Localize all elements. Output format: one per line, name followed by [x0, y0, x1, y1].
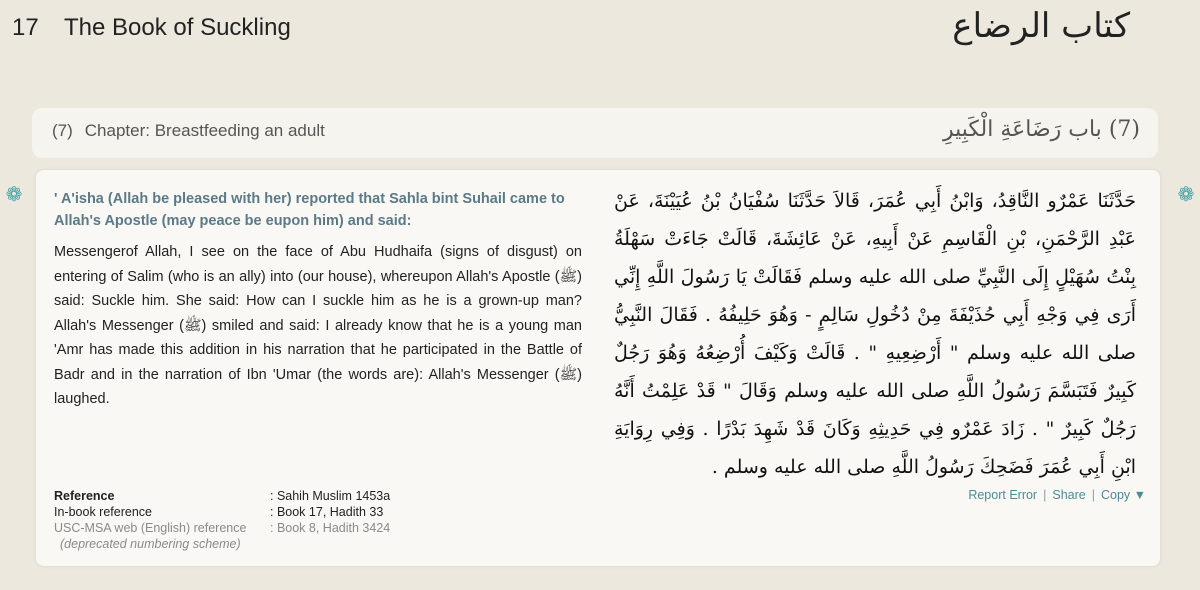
flower-ornament-icon: ❁	[1177, 184, 1195, 206]
report-error-link[interactable]: Report Error	[968, 488, 1038, 502]
chapter-title-arabic-text: باب رَضَاعَةِ الْكَبِيرِ	[942, 117, 1102, 142]
chapter-number: (7)	[52, 121, 73, 140]
inbook-reference-label: In-book reference	[54, 505, 152, 519]
chapter-number-arabic: (7)	[1108, 117, 1140, 142]
book-number: 17	[12, 14, 39, 41]
hadith-english-text: Messengerof Allah, I see on the face of Abu Hudhaifa (signs of disgust) on entering of Salim (who is an ally) into (our house), whereupon Allah's Apostle (ﷺ) said: Suckle him. She said: How can I suckle him as he is a grown-up man? Allah's Messenger (ﷺ) smiled and said: I already know that he is a young man 'Amr has made this addition in his narration that he participated in the Battle of Badr and in the narration of Ibn 'Umar (the words are): Allah's Messenger (ﷺ) laughed.	[54, 244, 582, 407]
chapter-title-english	[52, 121, 325, 141]
usc-reference-label: USC-MSA web (English) reference	[54, 521, 247, 535]
book-title: The Book of Suckling	[64, 14, 291, 41]
separator: |	[1043, 488, 1047, 502]
copy-dropdown[interactable]: Copy ▼	[1100, 488, 1146, 502]
hadith-actions	[968, 488, 1146, 502]
reference-value: : Sahih Muslim 1453a	[270, 489, 391, 503]
book-header	[0, 0, 1200, 90]
chapter-title-arabic	[943, 117, 1140, 142]
chapter-bar	[32, 108, 1158, 158]
inbook-reference-row	[54, 504, 390, 520]
hadith-container	[36, 170, 1160, 566]
reference-row	[54, 488, 390, 504]
share-link[interactable]: Share	[1052, 488, 1086, 502]
usc-reference-row	[54, 520, 390, 536]
hadith-arabic-text: حَدَّثَنَا عَمْرٌو النَّاقِدُ، وَابْنُ أَبِي عُمَرَ، قَالاَ حَدَّثَنَا سُفْيَانُ بْنُ عُيَيْنَةَ، عَنْ عَبْدِ الرَّحْمَنِ، بْنِ الْقَاسِمِ عَنْ أَبِيهِ، عَنْ عَائِشَةَ، قَالَتْ جَاءَتْ سَهْلَةُ بِنْتُ سُهَيْلٍ إِلَى النَّبِيِّ صلى الله عليه وسلم فَقَالَتْ يَا رَسُولَ اللَّهِ إِنِّي أَرَى فِي وَجْهِ أَبِي حُذَيْفَةَ مِنْ دُخُولِ سَالِمٍ - وَهُوَ حَلِيفُهُ . فَقَالَ النَّبِيُّ صلى الله عليه وسلم " أَرْضِعِيهِ " . قَالَتْ وَكَيْفَ أُرْضِعُهُ وَهُوَ رَجُلٌ كَبِيرٌ فَتَبَسَّمَ رَسُولُ اللَّهِ صلى الله عليه وسلم وَقَالَ " قَدْ عَلِمْتُ أَنَّهُ رَجُلٌ كَبِيرٌ " . زَادَ عَمْرٌو فِي حَدِيثِهِ وَكَانَ قَدْ شَهِدَ بَدْرًا . وَفِي رِوَايَةِ ابْنِ أَبِي عُمَرَ فَضَحِكَ رَسُولُ اللَّهِ صلى الله عليه وسلم .	[614, 190, 1136, 478]
flower-ornament-icon: ❁	[5, 184, 23, 206]
hadith-narrator: ' A'isha (Allah be pleased with her) reported that Sahla bint Suhail came to Allah's Apostle (may peace be eupon him) and said:	[54, 191, 565, 229]
book-title-arabic: كتاب الرضاع	[952, 6, 1130, 46]
reference-label: Reference	[54, 489, 115, 503]
usc-reference-note: (deprecated numbering scheme)	[60, 537, 241, 551]
inbook-reference-value: : Book 17, Hadith 33	[270, 505, 384, 519]
reference-table	[54, 488, 390, 552]
chapter-title: Chapter: Breastfeeding an adult	[84, 121, 325, 140]
separator: |	[1091, 488, 1095, 502]
usc-reference-value: : Book 8, Hadith 3424	[270, 521, 391, 535]
